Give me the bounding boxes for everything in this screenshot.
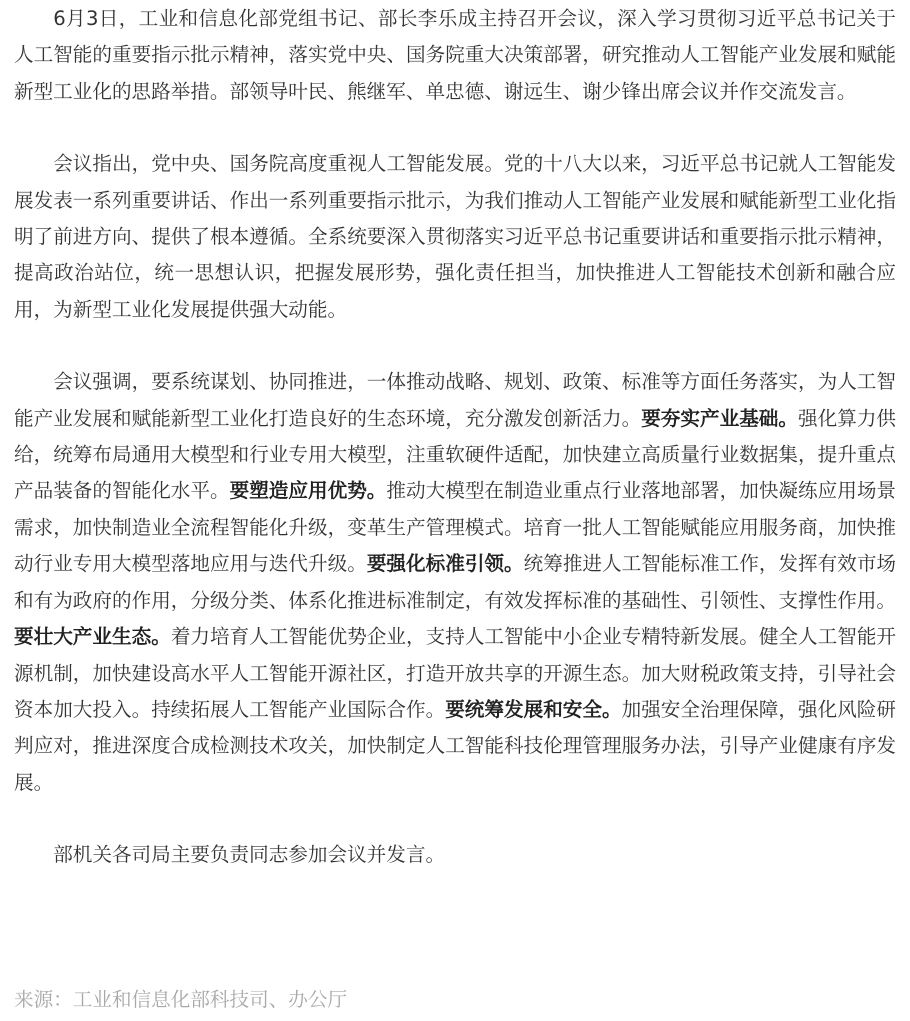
paragraph-meeting-points: 会议指出，党中央、国务院高度重视人工智能发展。党的十八大以来，习近平总书记就人工智能发展发表一系列重要讲话、作出一系列重要指示批示，为我们推动人工智能产业发展和赋能新型工业化指明了前进方向、提供了根本遵循。全系统要深入贯彻落实习近平总书记重要讲话和重要指示批示精神，提高政治站位，统一思想认识，把握发展形势，强化责任担当，加快推进人工智能技术创新和融合应用，为新型工业化发展提供强大动能。 — [14, 152, 896, 321]
paragraph-gap — [14, 801, 896, 837]
article-source: 来源：工业和信息化部科技司、办公厅 — [14, 988, 348, 1011]
paragraph-gap — [14, 110, 896, 146]
development-security-text: 加强安全治理保障，强化风险研判应对，推进深度合成检测技术攻关，加快制定人工智能科技伦理管理服务办法，引导产业健康有序发展。 — [14, 697, 897, 794]
paragraph-attendees: 部机关各司局主要负责同志参加会议并发言。 — [53, 843, 446, 867]
emphasis-intro-text: 会议强调，要系统谋划、协同推进，一体推动战略、规划、政策、标准等方面任务落实，为人工智能产业发展和赋能新型工业化打造良好的生态环境，充分激发创新活力。 — [14, 370, 896, 430]
application-advantage-text: 推动大模型在制造业重点行业落地部署，加快凝练应用场景需求，加快制造业全流程智能化升级，变革生产管理模式。培育一批人工智能赋能应用服务商，加快推动行业专用大模型落地应用与迭代升级。 — [14, 479, 897, 576]
paragraph-meeting-intro: 6月3日，工业和信息化部党组书记、部长李乐成主持召开会议，深入学习贯彻习近平总书记关于人工智能的重要指示批示精神，落实党中央、国务院重大决策部署，研究推动人工智能产业发展和赋能新型工业化的思路举措。部领导叶民、熊继军、单忠德、谢远生、谢少锋出席会议并作交流发言。 — [14, 7, 896, 103]
bold-heading-ecosystem: 要壮大产业生态。 — [14, 625, 171, 649]
article-body — [14, 0, 896, 874]
bold-heading-industry-foundation: 要夯实产业基础。 — [641, 406, 799, 430]
paragraph-gap — [14, 328, 896, 364]
paragraph-meeting-emphasis — [14, 364, 896, 801]
ecosystem-text: 着力培育人工智能优势企业，支持人工智能中小企业专精特新发展。健全人工智能开源机制，加快建设高水平人工智能开源社区，打造开放共享的开源生态。加大财税政策支持，引导社会资本加大投入。持续拓展人工智能产业国际合作。 — [14, 625, 897, 721]
standards-text: 统筹推进人工智能标准工作，发挥有效市场和有为政府的作用，分级分类、体系化推进标准制定，有效发挥标准的基础性、引领性、支撑性作用。 — [14, 552, 897, 612]
bold-heading-application-advantage: 要塑造应用优势。 — [229, 479, 387, 503]
industry-foundation-text: 强化算力供给，统筹布局通用大模型和行业专用大模型，注重软硬件适配，加快建立高质量行业数据集，提升重点产品装备的智能化水平。 — [14, 406, 897, 503]
bold-heading-development-security: 要统筹发展和安全。 — [445, 697, 622, 721]
bold-heading-standards: 要强化标准引领。 — [366, 552, 524, 576]
